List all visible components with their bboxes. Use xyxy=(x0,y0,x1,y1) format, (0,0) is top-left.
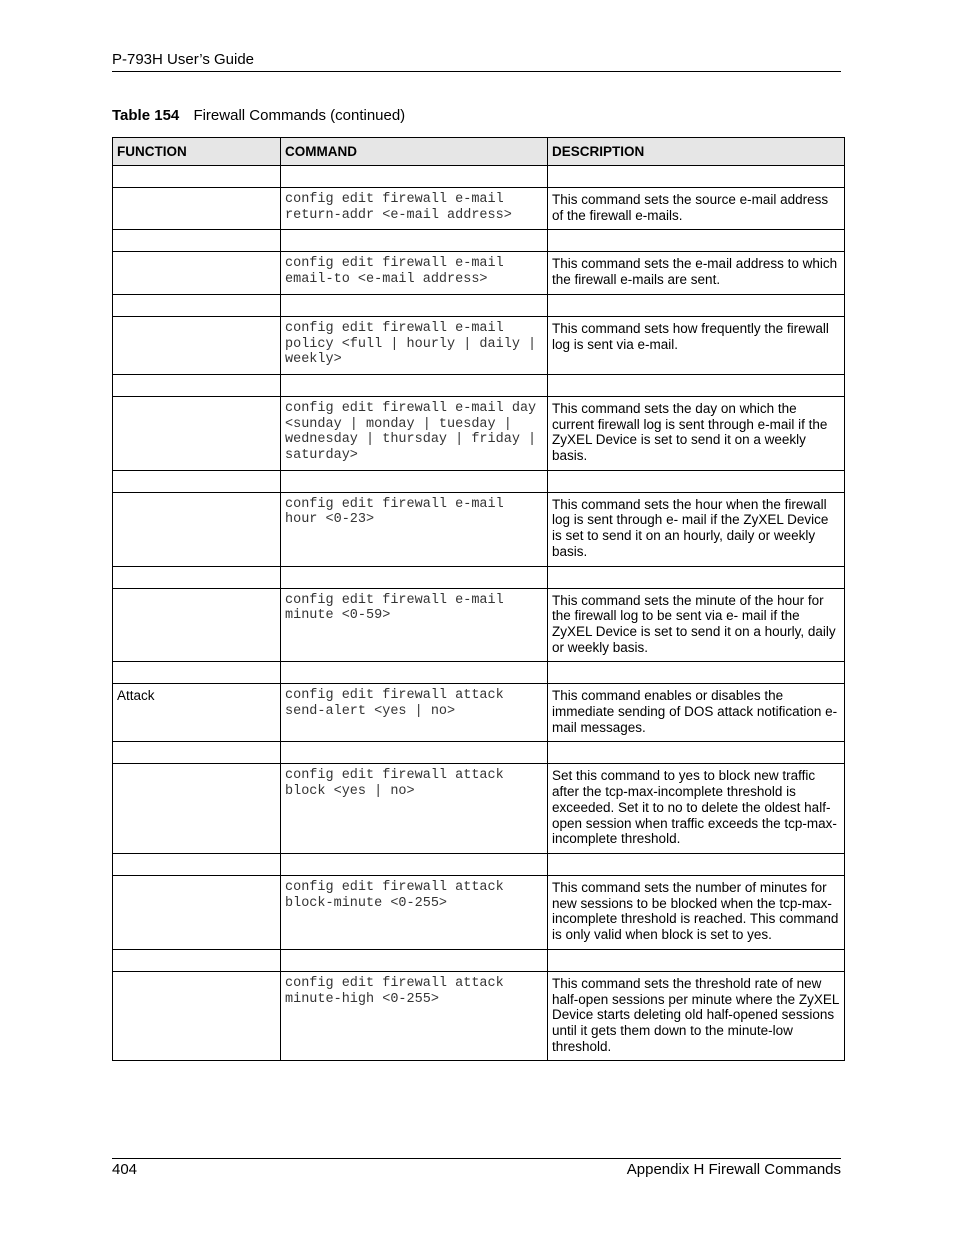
table-caption-text: Firewall Commands (continued) xyxy=(193,107,406,124)
table-spacer-row xyxy=(113,742,845,764)
description-cell: This command sets the e-mail address to which the firewall e-mails are sent. xyxy=(548,252,845,294)
table-spacer-row xyxy=(113,294,845,316)
function-cell xyxy=(113,875,281,949)
description-cell: This command sets the source e-mail address of the firewall e-mails. xyxy=(548,188,845,230)
description-cell: This command enables or disables the immediate sending of DOS attack notification e-mail messages. xyxy=(548,684,845,742)
table-spacer-row xyxy=(113,949,845,971)
description-cell: This command sets the number of minutes for new sessions to be blocked when the tcp-max-incomplete threshold is reached. This command is only valid when block is set to yes. xyxy=(548,875,845,949)
command-cell: config edit firewall e-mail day <sunday | monday | tuesday | wednesday | thursday | friday | saturday> xyxy=(281,396,548,470)
function-cell xyxy=(113,492,281,566)
table-row xyxy=(113,252,845,294)
header-divider xyxy=(112,71,841,72)
function-cell xyxy=(113,764,281,854)
table-spacer-row xyxy=(113,470,845,492)
table-spacer-row xyxy=(113,374,845,396)
command-cell: config edit firewall e-mail hour <0-23> xyxy=(281,492,548,566)
table-caption xyxy=(112,107,405,124)
page-header-title: P-793H User’s Guide xyxy=(112,51,255,68)
command-cell: config edit firewall attack send-alert <yes | no> xyxy=(281,684,548,742)
table-row xyxy=(113,188,845,230)
table-row xyxy=(113,588,845,662)
command-cell: config edit firewall attack minute-high <0-255> xyxy=(281,971,548,1061)
command-cell: config edit firewall attack block-minute <0-255> xyxy=(281,875,548,949)
table-spacer-row xyxy=(113,166,845,188)
command-cell: config edit firewall e-mail email-to <e-mail address> xyxy=(281,252,548,294)
description-cell: This command sets how frequently the firewall log is sent via e-mail. xyxy=(548,316,845,374)
description-cell: Set this command to yes to block new traffic after the tcp-max-incomplete threshold is exceeded. Set it to no to delete the oldest half-open session when traffic exceeds the tcp-max-incomplete threshold. xyxy=(548,764,845,854)
command-cell: config edit firewall e-mail policy <full | hourly | daily | weekly> xyxy=(281,316,548,374)
column-header-command: COMMAND xyxy=(281,138,548,166)
table-caption-label: Table 154 xyxy=(112,107,180,124)
table-row xyxy=(113,971,845,1061)
description-cell: This command sets the minute of the hour for the firewall log to be sent via e- mail if the ZyXEL Device is set to send it on a hourly, daily or weekly basis. xyxy=(548,588,845,662)
column-header-function: FUNCTION xyxy=(113,138,281,166)
description-cell: This command sets the threshold rate of new half-open sessions per minute where the ZyXEL Device starts deleting old half-opened sessions until it gets them down to the minute-low threshold. xyxy=(548,971,845,1061)
column-header-description: DESCRIPTION xyxy=(548,138,845,166)
description-cell: This command sets the hour when the firewall log is sent through e- mail if the ZyXEL Device is set to send it on an hourly, daily or weekly basis. xyxy=(548,492,845,566)
table-spacer-row xyxy=(113,230,845,252)
function-cell xyxy=(113,188,281,230)
function-cell xyxy=(113,396,281,470)
function-cell xyxy=(113,588,281,662)
page-number: 404 xyxy=(112,1161,138,1178)
table-row xyxy=(113,764,845,854)
table-row xyxy=(113,684,845,742)
function-cell xyxy=(113,316,281,374)
description-cell: This command sets the day on which the current firewall log is sent through e-mail if the ZyXEL Device is set to send it on a weekly basis. xyxy=(548,396,845,470)
command-cell: config edit firewall attack block <yes | no> xyxy=(281,764,548,854)
table-spacer-row xyxy=(113,566,845,588)
table-row xyxy=(113,875,845,949)
table-row xyxy=(113,396,845,470)
function-cell: Attack xyxy=(113,684,281,742)
command-cell: config edit firewall e-mail minute <0-59> xyxy=(281,588,548,662)
table-header-row xyxy=(113,138,845,166)
footer-section-title: Appendix H Firewall Commands xyxy=(626,1161,841,1178)
function-cell xyxy=(113,971,281,1061)
table-row xyxy=(113,316,845,374)
footer-divider xyxy=(112,1158,841,1159)
table-spacer-row xyxy=(113,853,845,875)
table-row xyxy=(113,492,845,566)
table-spacer-row xyxy=(113,662,845,684)
command-cell: config edit firewall e-mail return-addr <e-mail address> xyxy=(281,188,548,230)
firewall-commands-table xyxy=(112,137,845,1061)
function-cell xyxy=(113,252,281,294)
